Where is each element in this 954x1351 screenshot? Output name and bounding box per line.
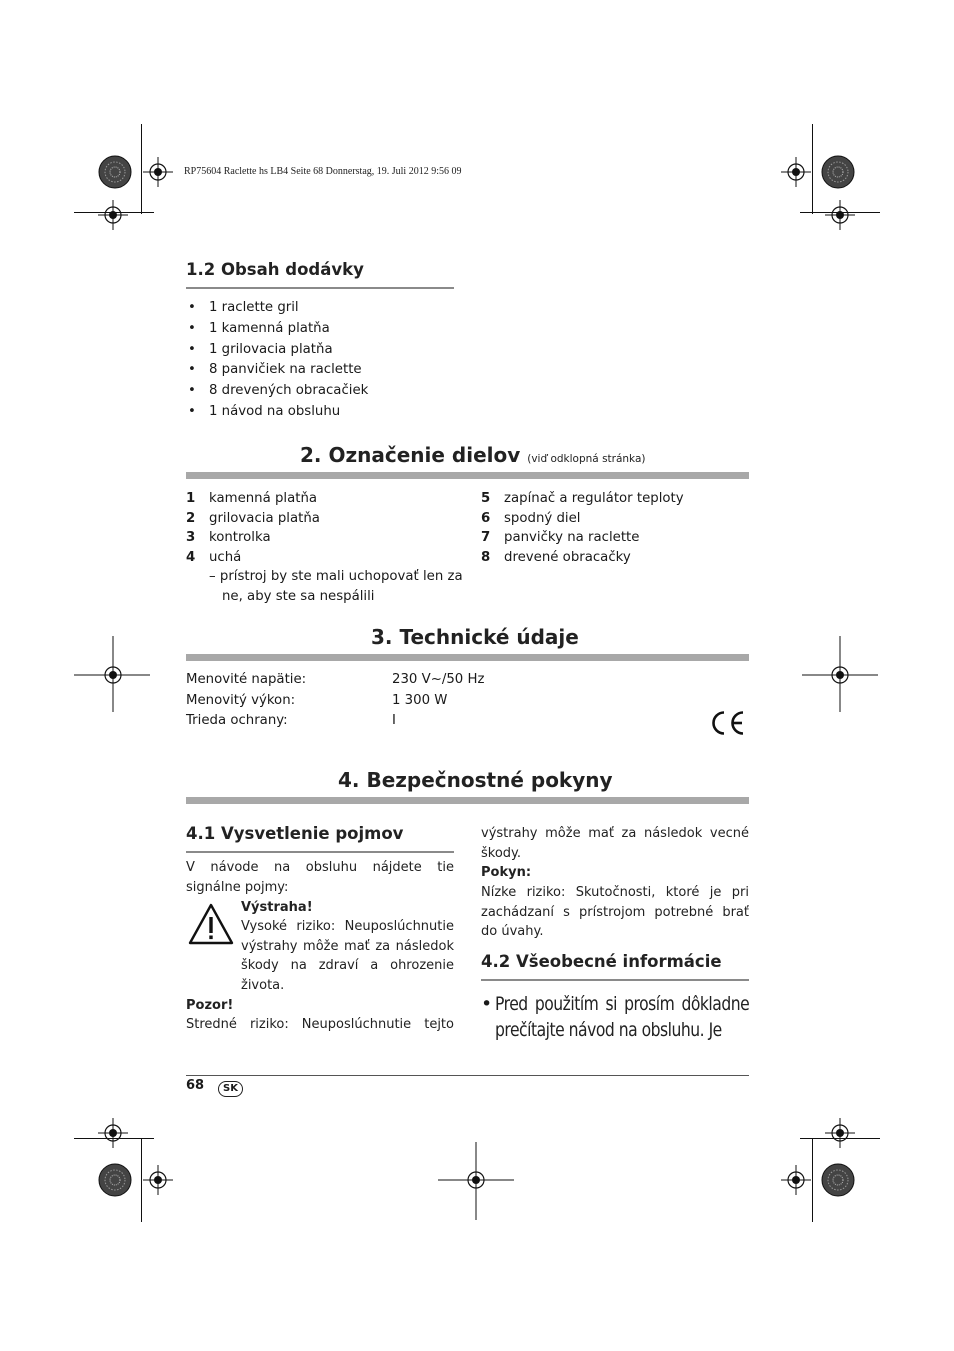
print-header: RP75604 Raclette hs LB4 Seite 68 Donnerstag, 19. Juli 2012 9:56 09 [184, 166, 462, 177]
section-4-title: 4. Bezpečnostné pokyny [338, 768, 613, 792]
general-info-text: Pred použitím si prosím dôkladne prečítajte návod na obsluhu. Je [495, 993, 750, 1041]
part-row [481, 489, 749, 509]
part-label: grilovacia platňa [209, 510, 320, 526]
warning-text: Vysoké riziko: Neuposlúchnutie výstrahy môže mať za následok škody na zdraví a ohrozenie života. [241, 919, 454, 993]
tech-label: Menovité napätie: [186, 672, 307, 687]
part-number: 5 [481, 491, 491, 506]
tech-value: I [392, 713, 396, 728]
signal-intro: V návode na obsluhu nájdete tie signálne pojmy: [186, 860, 454, 895]
part-label: uchá [209, 549, 242, 565]
section-3-title: 3. Technické údaje [371, 625, 579, 649]
part-row [481, 528, 749, 548]
part-label: kamenná platňa [209, 491, 318, 506]
part-row [186, 509, 466, 529]
section-1-2-title: 1.2 Obsah dodávky [186, 260, 364, 279]
part-label: zapínač a regulátor teploty [504, 491, 684, 506]
note-label: Pokyn: [481, 865, 532, 880]
part-number: 7 [481, 530, 491, 545]
warning-label: Výstraha! [241, 900, 313, 915]
part-note [186, 587, 466, 607]
part-number: 6 [481, 510, 491, 526]
contents-list [186, 298, 456, 423]
list-item: • 1 kamenná platňa [186, 319, 456, 340]
part-label: spodný diel [504, 510, 581, 526]
section-4-2-rule [481, 979, 749, 981]
section-4-1-title: 4.1 Vysvetlenie pojmov [186, 824, 404, 843]
ce-mark-icon [708, 709, 746, 737]
section-2-title-text: 2. Označenie dielov [300, 443, 521, 467]
part-number: 1 [186, 491, 196, 506]
tech-value: 230 V~/50 Hz [392, 672, 485, 687]
language-badge: SK [218, 1081, 243, 1097]
list-item: • 1 raclette gril [186, 298, 456, 319]
parts-left-column [186, 489, 466, 606]
section-4-1-rule [186, 851, 454, 853]
caution-label: Pozor! [186, 998, 234, 1013]
section-2-rule [186, 472, 749, 479]
table-row [186, 670, 606, 691]
part-label: panvičky na raclette [504, 530, 640, 545]
tech-table [186, 670, 606, 732]
section-1-2-rule [186, 287, 454, 289]
caution-text-left: Stredné riziko: Neuposlúchnutie tejto [186, 1017, 454, 1032]
tech-label: Trieda ochrany: [186, 713, 288, 728]
part-label: kontrolka [209, 530, 271, 545]
note-text: Nízke riziko: Skutočnosti, ktoré je pri zachádzaní s prístrojom potrebné brať do úvahy. [481, 885, 749, 939]
tech-label: Menovitý výkon: [186, 692, 296, 708]
section-4-2-title: 4.2 Všeobecné informácie [481, 952, 722, 971]
part-row [481, 548, 749, 568]
part-note [186, 567, 466, 587]
page-number: 68 [186, 1078, 205, 1093]
section-4-rule [186, 797, 749, 804]
list-item: • 1 grilovacia platňa [186, 340, 456, 361]
parts-right-column [481, 489, 749, 567]
part-note-line-1: – prístroj by ste mali uchopovať len za [209, 569, 463, 584]
part-number: 3 [186, 530, 196, 545]
part-number: 2 [186, 510, 196, 526]
part-number: 4 [186, 549, 196, 565]
part-row [481, 509, 749, 529]
caution-text-right: výstrahy môže mať za následok vecné škody. [481, 826, 749, 861]
part-label: drevené obracačky [504, 549, 631, 565]
section-3-rule [186, 654, 749, 661]
footer-rule [186, 1075, 749, 1076]
section-2-subtitle: (viď odklopná stránka) [527, 453, 646, 465]
list-item: • 1 návod na obsluhu [186, 402, 456, 423]
table-row [186, 711, 606, 732]
part-row [186, 548, 466, 568]
tech-value: 1 300 W [392, 692, 448, 708]
bullet-marker: • [481, 993, 493, 1015]
section-2-title [300, 443, 646, 467]
list-item: • 8 drevených obracačiek [186, 381, 456, 402]
table-row [186, 691, 606, 712]
warning-triangle-icon [187, 902, 235, 946]
list-item: • 8 panvičiek na raclette [186, 360, 456, 381]
part-row [186, 528, 466, 548]
part-row [186, 489, 466, 509]
part-note-line-2: ne, aby ste sa nespálili [222, 588, 375, 604]
part-number: 8 [481, 549, 491, 565]
